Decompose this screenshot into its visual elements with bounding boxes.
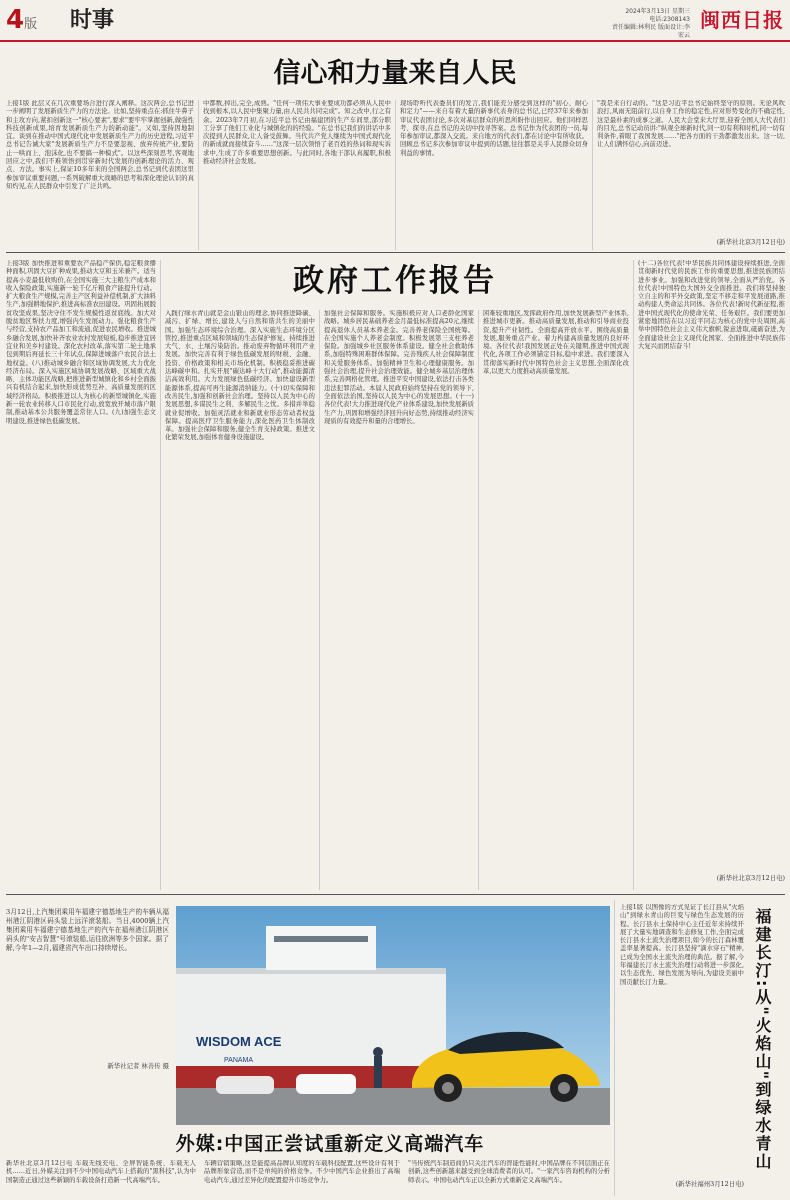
divider	[478, 310, 479, 890]
phone: 电话:2308143	[649, 16, 690, 23]
article3-col3: "当传统汽车制造商仍只关注汽车的智能性能时,中国品牌在不同层面正在创新,这些创新越来越受到全球消费者的认可。"一家汽车咨询机构的分析师表示。中国电动汽车正以全新方式重新定义高端汽车。	[408, 1160, 610, 1184]
ship-name: WISDOM ACE	[196, 1034, 282, 1049]
article1-source: (新华社北京3月12日电)	[716, 238, 785, 246]
section-divider	[6, 894, 785, 895]
newspaper-logo: 闽西日报	[700, 8, 784, 32]
divider	[160, 260, 161, 890]
divider	[614, 900, 615, 1196]
divider	[633, 260, 634, 890]
article1-col1: 上接1版 此层又在几次重要场合进行深入阐释。这次两会,总书记进一步阐明了发展新质生产力的方法论。比如,坚持重点在:抓住牛鼻子和主攻方向,紧扣创新这一"核心要素",要求"要牢牢掌握创新,做强性科技创新成果,培育发展新质生产力的新动能"。又如,坚持因地制宜。谈到在推动中国式现代化中发展新质生产力的历史进程,习近平总书记告诫大家"发展新质生产力不是要忽视、放弃传统产业,要防止一哄而上、泡沫化,也不要搞一种模式"。以这些深刻思考,客观地回应之中,我们不难领悟到贯穿新时代发展的创新理论的活力、观点、方法。事实上,保证10多年来的全国两会,总书记到代表团这里参加审议重要问题,一系列破解重大战略的思考和深化理论认识的真知灼见,在人民群众中引发了广泛共鸣。	[6, 100, 194, 190]
side-article-title: 福建长汀:从"火焰山"到绿水青山	[753, 908, 772, 1172]
article1-col4: "我是来自行动的。"这是习近平总书记始终坚守的原则。无论风吹浪打,风雨无阻前行,以自身工作的稳定性,应对形势变化的不确定性,这是最朴素的成事之道。人民大会堂来大厅里,迎着全国人大代表们的目光,总书记动员讲:"纵观全球新时代,同一切有利和时机,同一切有利条件,着眼了我国发展……"把各方面的干劲都激发出来。这一切,让人们满怀信心,向前迈进。	[597, 100, 785, 149]
dock-worker	[373, 1047, 383, 1088]
section-divider	[6, 252, 785, 253]
divider	[395, 100, 396, 250]
header-meta	[610, 8, 690, 40]
article3-title: 外媒:中国正尝试重新定义高端汽车	[175, 1133, 485, 1155]
article1-col2: 中都数,掉出,完全,成熟。"任何一项伟大事业要成功都必须从人民中找到根本,以人民中集聚力量,由人民共共同完成"。知之改中,行之有余。2023年7月初,在习近平总书记由福建团的生产车间里,部分职工分享了他们工业化与城镇化的的经验。"在总书记我们的讲话中多次提到人民群众,让人备受鼓舞。当代共产党人继续为中国式现代化的新成就而接续奋斗……"这深一层次领悟了老百姓的热词和现实诉求中,生成了许多重要思想创新。与此同时,各地干部认真履职,积极推动经济社会发展。	[203, 100, 391, 166]
photo-caption: 3月12日,上汽集团乘用车福建宁德基地生产的车辆从福州港江阴港区码头装上远洋滚装船。当日,4000辆上汽集团乘用车福建宁德基地生产的汽车在福州港江阴港区码头的"安吉智慧"号滚装船,运往欧洲等多个国家。据了解,今年1—2月,福建省汽车出口持续增长。	[6, 908, 169, 952]
page-suffix: 版	[24, 17, 38, 32]
side-article-body: 上接1版 以图像的方式见证了长汀县从"火焰山"到绿水青山的巨变与绿色生态发展的历程。长汀县水土保持中心主任近年来持续开展了大量实地调查和生态修复工作,全面完成长汀县水土流失治理项目,如今的长汀森林覆盖率显著提高。长汀县坚持"滴水穿石"精神,已成为全国水土流失治理的典范。据了解,今年福建长汀水土流失治理行动将进一步深化,以生态优先、绿色发展为导向,为建设美丽中国贡献长汀力量。	[620, 904, 744, 986]
article2-col2: 入践行绿水青山就是金山银山的理念,协同推进降碳、减污、扩绿、增长,建设人与自然和谐共生的美丽中国。加强生态环境综合治理。深入实施生态环境分区管控,推进重点区域和领域的生态保护修复。持续推进大气、水、土壤污染防治。推动废弃物循环利用产业发展。加快完善有利于绿色低碳发展的财税、金融、投资、价格政策和相关市场化机制。积极稳妥推进碳达峰碳中和。扎实开展"碳达峰十大行动",推动能源清洁高效利用。大力发展绿色低碳经济。加快建设新型能源体系,提高可再生能源消纳能力。(十)切实保障和改善民生,加强和创新社会治理。坚持以人民为中心的发展思想,多谋民生之利、多解民生之忧。多措并举稳就业促增收。加强灵活就业和新就业形态劳动者权益保障。提高医疗卫生服务能力,深化医药卫生体制改革。加强社会保障和服务,健全生育支持政策。推进文化繁荣发展,加强体育健身设施建设。	[165, 310, 315, 442]
port-photo	[176, 906, 610, 1125]
article3-col2: 车辆营销策略,这是能提高品牌认知度的车载科技配置,这些设计有利于品牌形象营造,而不是单纯的价格竞争。不少中国汽车企业推出了高端电动汽车,通过差异化的配置提升市场竞争力。	[204, 1160, 400, 1184]
article2-col4: 困难较重地区,发挥政府作用,加快发展新型产业体系,推进城市更新。推动高质量发展,推动和引导商业投资,提升产业韧性。全面提高开放水平。围绕高质量发展,服务重点产业。着力构建高质量发展的良好环境。各位代表!我国发展正处在关键期,推进中国式现代化,各项工作必须锚定目标,稳中求进。我们要深入贯彻落实新时代中国特色社会主义思想,全面深化改革,以更大力度推动高质量发展。	[483, 310, 629, 376]
article2-title: 政府工作报告	[293, 263, 497, 299]
article2-col3: 加强社会保障和服务。实施积极应对人口老龄化国家战略。城乡居民基础养老金月最低标准提高20元,继续提高退休人员基本养老金。完善养老保险全国统筹。在全国实施个人养老金制度。积极发展第三支柱养老保险。加强城乡社区服务体系建设。健全社会救助体系,加强特殊困难群体保障。完善残疾人社会保障制度和关爱服务体系。加强精神卫生和心理健康服务。加强社会治理,提升社会治理效能。健全城乡基层治理体系,完善网格化管理。推进平安中国建设,依法打击各类违法犯罪活动。本届人民政府始终坚持在党的领导下,全面依法治国,坚持以人民为中心的发展思想。(十一)各位代表!大力推进现代化产业体系建设,加快发展新质生产力,巩固和增强经济回升向好态势,持续推动经济实现质的有效提升和量的合理增长。	[324, 310, 474, 425]
article2-col5: (十二)各位代表!中华民族共同体建设持续推进,全面贯彻新时代党的民族工作的重要思想,推进民族团结进步事业。加强和改进党的领导,全面从严治党。各位代表!中国特色大国外交全面推进。我们将坚持独立自主的和平外交政策,坚定不移走和平发展道路,推动构建人类命运共同体。各位代表!新时代新征程,推进中国式现代化的使命光荣、任务艰巨。我们要更加紧密地团结在以习近平同志为核心的党中央周围,高举中国特色社会主义伟大旗帜,锐意进取,砥砺奋进,为全面建设社会主义现代化国家、全面推进中华民族伟大复兴而团结奋斗!	[638, 260, 785, 350]
article1-col3: 现场聆听代表委员们的发言,我们能充分感受到这样的"初心、耐心和定力"——来自有着大量的新事代表身的总书记,已经37年来参加审议代表团讨论,多次对基层群众的所思所盼作出回应。他们同样思考、探寻,在总书记的关切中找寻答案。总书记作为代表团的一员,每年参加审议,都深入交流。来自地方的代表们,都在讨论中有所收获。回顾总书记多次参加审议中提到的话题,往往都是关乎人民群众切身利益的事情。	[400, 100, 588, 157]
article1-title: 信心和力量来自人民	[273, 58, 517, 89]
car-ship-illustration	[176, 906, 610, 1125]
section-title: 时事	[70, 8, 115, 33]
issue-date: 2024年3月13日 星期三	[625, 8, 690, 15]
side-article-source: (新华社福州3月12日电)	[675, 1180, 744, 1188]
article2-source: (新华社北京3月12日电)	[716, 874, 785, 882]
divider	[198, 100, 199, 250]
editors: 责任编辑:林利民 版面设计:李宏云	[612, 24, 690, 39]
photo-credit: 新华社记者 林善传 摄	[107, 1062, 169, 1070]
article2-col1: 上接3版 加快推进和重要农产品稳产保供,稳定粮食播种面积,巩固大豆扩种成果,推动大豆和玉米兼产。适当提高小麦最低收购价,在全国实施三大主粮生产成本和收入保险政策,实施新一轮千亿斤粮食产能提升行动。扩大粮食生产规模,完善主产区利益补偿机制,扩大油料生产,加强耕地保护,推进高标准农田建设。巩固拓展脱贫攻坚成果,坚决守住不发生规模性返贫底线。加大对脱贫地区帮扶力度,增强内生发展动力。强化粮食生产与经营,支持农产品加工和流通,促进农民增收。推进城乡融合发展,加快补齐农业农村发展短板,稳步推进宜居宜业和美乡村建设。深化农村改革,落实第二轮土地承包到期后再延长三十年试点,保障进城落户农民合法土地权益。(八)推动城乡融合和区域协调发展,大力优化经济布局。深入实施区域协调发展战略、区域重大战略、主体功能区战略,把推进新型城镇化和乡村全面振兴有机结合起来,加快形成优势互补、高质量发展的区域经济格局。积极推进以人为核心的新型城镇化,实施新一轮农业转移人口市民化行动,放宽放开城市落户限制,推动基本公共服务覆盖常住人口。(九)加强生态文明建设,推进绿色低碳发展。	[6, 260, 156, 425]
divider	[592, 100, 593, 250]
ship-port: PANAMA	[224, 1057, 254, 1064]
divider	[319, 310, 320, 890]
page-number: 4版	[6, 5, 38, 35]
article3-col1: 新华社北京3月12日电 车载无线充电、全屏智能系统、车载无人机……近日,外媒关注到不少中国电动汽车上搭载的"黑科技",认为中国制造正通过这些新颖的车载设备打造新一代高端汽车。	[6, 1160, 196, 1184]
